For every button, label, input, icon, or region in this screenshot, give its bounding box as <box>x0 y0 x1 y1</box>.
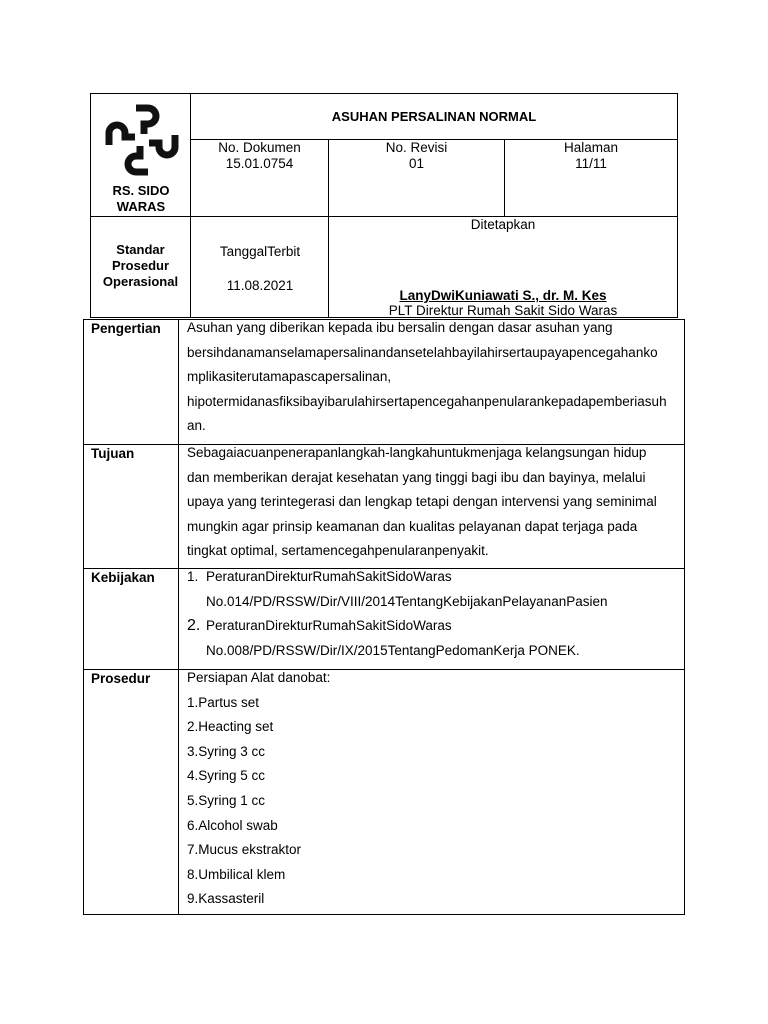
page-value: 11/11 <box>575 156 607 171</box>
sop-label: Standar Prosedur Operasional <box>91 217 191 317</box>
policy-number: 2. <box>187 617 201 635</box>
logo-cell <box>91 94 191 217</box>
tujuan-line: Sebagaiacuanpenerapanlangkah-langkahuntukmenjaga kelangsungan hidup <box>187 445 647 460</box>
kebijakan-content <box>187 565 679 663</box>
revision-cell <box>329 140 505 217</box>
prosedur-content <box>187 666 679 912</box>
tujuan-line: dan memberikan derajat kesehatan yang tinggi bagi ibu dan bayinya, melalui <box>187 469 646 485</box>
approved-label: Ditetapkan <box>470 217 536 232</box>
policy-number: 1. <box>187 569 199 584</box>
page-label: Halaman <box>563 140 619 155</box>
pengertian-line: mplikasiterutamapascapersalinan, <box>187 369 392 385</box>
prosedur-line: 7.Mucus ekstraktor <box>187 842 302 858</box>
row-prosedur <box>84 669 684 914</box>
sop-header-table <box>90 93 678 318</box>
policy-line: No.014/PD/RSSW/Dir/VIII/2014TentangKebijakanPelayananPasien <box>206 593 608 609</box>
issue-date-value: 11.08.2021 <box>226 278 294 293</box>
prosedur-line: 3.Syring 3 cc <box>187 743 266 759</box>
prosedur-line: 6.Alcohol swab <box>187 817 278 833</box>
revision-label: No. Revisi <box>385 140 448 155</box>
pengertian-line: Asuhan yang diberikan kepada ibu bersalin dengan dasar asuhan yang <box>187 320 613 335</box>
tujuan-line: mungkin agar prinsip keamanan dan kualitas pelayanan dapat terjaga pada <box>187 518 638 534</box>
issue-date-label: TanggalTerbit <box>219 244 301 259</box>
pengertian-line: an. <box>187 418 206 434</box>
row-kebijakan <box>84 568 684 669</box>
approval-cell <box>329 217 677 317</box>
policy-line: PeraturanDirekturRumahSakitSidoWaras <box>206 569 452 584</box>
pengertian-line: bersihdanamanselamapersalinandansetelahbayilahirsertaupayapencegahanko <box>187 344 658 360</box>
revision-value: 01 <box>408 156 425 171</box>
hospital-name: RS. SIDO WARAS <box>112 183 170 214</box>
pengertian-content <box>187 316 679 439</box>
policy-item <box>187 614 679 663</box>
kebijakan-label: Kebijakan <box>84 569 179 669</box>
signatory-title: PLT Direktur Rumah Sakit Sido Waras <box>388 303 618 318</box>
sop-body-table <box>83 319 685 915</box>
row-tujuan <box>84 444 684 568</box>
doc-number-cell <box>191 140 329 217</box>
doc-number-label: No. Dokumen <box>218 140 301 155</box>
tujuan-line: tingkat optimal, sertamencegahpenularanpenyakit. <box>187 543 489 559</box>
prosedur-line: 1.Partus set <box>187 694 260 710</box>
prosedur-line: Persiapan Alat danobat: <box>187 670 331 685</box>
policy-line: PeraturanDirekturRumahSakitSidoWaras <box>206 618 452 634</box>
document-title: ASUHAN PERSALINAN NORMAL <box>191 94 677 140</box>
row-pengertian <box>84 320 684 444</box>
tujuan-line: upaya yang terintegerasi dan lengkap tetapi dengan intervensi yang seminimal <box>187 494 657 510</box>
prosedur-label: Prosedur <box>84 670 179 914</box>
policy-line: No.008/PD/RSSW/Dir/IX/2015TentangPedomanKerja PONEK. <box>206 642 580 658</box>
prosedur-line: 9.Kassasteril <box>187 891 265 907</box>
tujuan-content <box>187 441 679 564</box>
prosedur-line: 4.Syring 5 cc <box>187 768 266 784</box>
page-cell <box>505 140 677 217</box>
signatory-name: LanyDwiKuniawati S., dr. M. Kes <box>399 288 607 303</box>
doc-number-value: 15.01.0754 <box>225 156 294 171</box>
pengertian-label: Pengertian <box>84 320 179 444</box>
issue-date-cell <box>191 217 329 317</box>
pengertian-line: hipotermidanasfiksibayibarulahirsertapencegahanpenularankepadapemberiasuh <box>187 393 667 409</box>
prosedur-line: 2.Heacting set <box>187 719 274 735</box>
prosedur-line: 8.Umbilical klem <box>187 866 286 882</box>
prosedur-line: 5.Syring 1 cc <box>187 792 266 808</box>
policy-item <box>187 565 679 614</box>
hospital-logo-icon <box>101 100 181 180</box>
tujuan-label: Tujuan <box>84 445 179 568</box>
